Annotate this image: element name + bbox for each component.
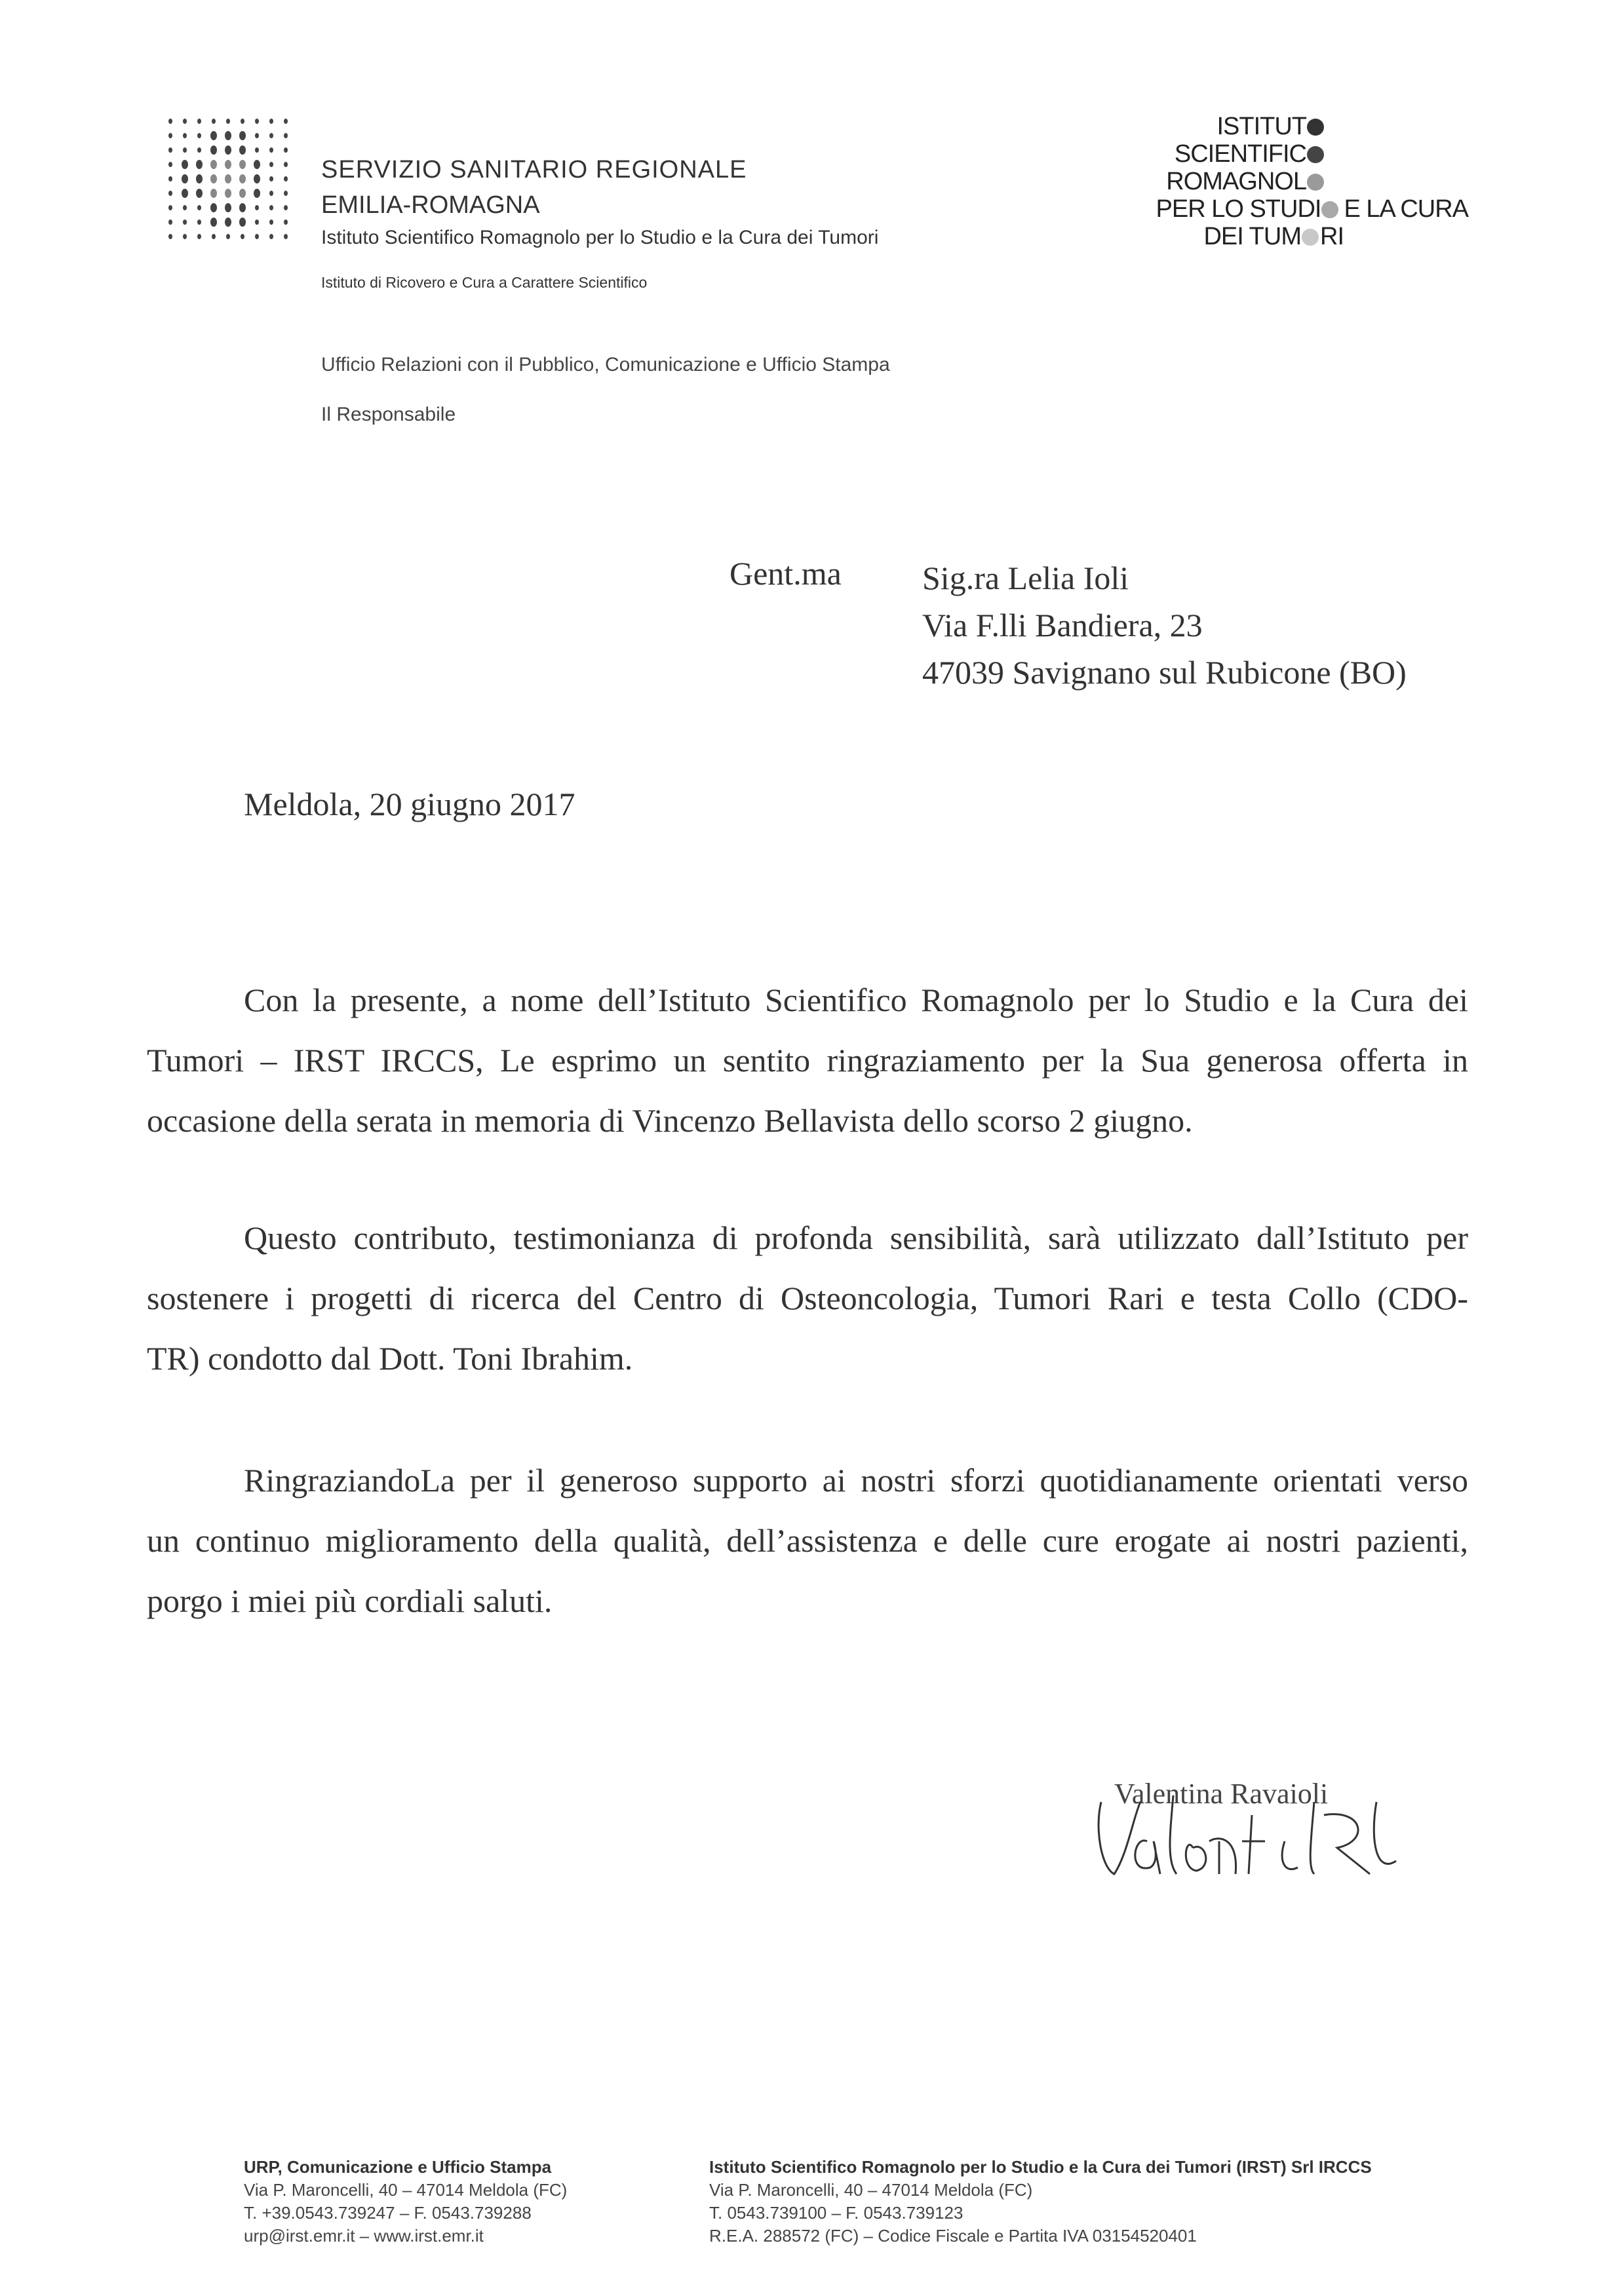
text-line: Questo contributo, testimonianza di profonda sensibilità, sarà utilizzato dall’Istituto per: [244, 1219, 1468, 1256]
logo-dot-icon: [210, 145, 217, 155]
recipient-street: Via F.lli Bandiera, 23: [922, 607, 1203, 643]
text-line: occasione della serata in memoria di Vincenzo Bellavista dello scorso 2 giugno.: [147, 1102, 1193, 1139]
footer-right-phone: T. 0543.739100 – F. 0543.739123: [709, 2203, 963, 2223]
text-line: TR) condotto dal Dott. Toni Ibrahim.: [147, 1340, 633, 1377]
logo-dot-icon: [269, 191, 273, 196]
logo-dot-icon: [239, 160, 246, 169]
logo-dot-icon: [254, 174, 260, 183]
logo-line: RI: [1320, 223, 1344, 250]
logo-dot-icon: [196, 174, 203, 183]
logo-dot-icon: [284, 176, 288, 182]
recipient-name: Sig.ra Lelia Ioli: [922, 560, 1129, 596]
logo-dot-icon: [284, 133, 288, 138]
logo-dot-icon: [168, 205, 172, 210]
logo-dot-icon: [269, 162, 273, 167]
date-line: Meldola, 20 giugno 2017: [244, 786, 575, 822]
logo-dot-icon: [168, 162, 172, 167]
logo-dot-icon: [269, 119, 273, 124]
logo-dot-icon: [182, 174, 188, 183]
logo-dot-icon: [168, 147, 172, 153]
ssr-dot-logo: [164, 115, 295, 246]
logo-dot-icon: [284, 234, 288, 239]
letterhead-office: Ufficio Relazioni con il Pubblico, Comunicazione e Ufficio Stampa: [321, 354, 890, 375]
footer-left-address: Via P. Maroncelli, 40 – 47014 Meldola (FC): [244, 2180, 568, 2200]
logo-dot-icon: [269, 133, 273, 138]
footer-right-title: Istituto Scientifico Romagnolo per lo Studio e la Cura dei Tumori (IRST) Srl IRCCS: [709, 2157, 1372, 2177]
footer-irst: [709, 2156, 1372, 2248]
logo-dot-icon: [269, 147, 273, 153]
logo-dot-icon: [210, 218, 217, 227]
logo-dot-icon: [197, 133, 201, 138]
logo-dot-icon: [225, 160, 231, 169]
logo-dot-icon: [269, 176, 273, 182]
logo-dot-icon: [269, 205, 273, 210]
logo-dot-icon: [225, 174, 231, 183]
logo-dot-icon: [212, 234, 216, 239]
logo-dot-icon: [212, 119, 216, 124]
logo-line: PER LO STUDI: [1156, 195, 1321, 223]
letterhead-institute: Istituto Scientifico Romagnolo per lo Studio e la Cura dei Tumori: [321, 227, 879, 248]
logo-dot-icon: [225, 218, 231, 227]
logo-dot-icon: [1307, 119, 1324, 136]
logo-dot-icon: [254, 189, 260, 198]
logo-line: E LA CURA: [1344, 195, 1468, 223]
paragraph-closing: [147, 1450, 1468, 1631]
logo-dot-icon: [241, 119, 244, 124]
paragraph-contribution: [147, 1208, 1468, 1388]
logo-dot-icon: [197, 220, 201, 225]
logo-dot-icon: [183, 205, 187, 210]
logo-dot-icon: [284, 119, 288, 124]
footer-left-title: URP, Comunicazione e Ufficio Stampa: [244, 2157, 552, 2177]
logo-dot-icon: [239, 131, 246, 140]
logo-line: DEI TUM: [1203, 223, 1301, 250]
logo-dot-icon: [183, 220, 187, 225]
logo-dot-icon: [284, 162, 288, 167]
logo-dot-icon: [255, 147, 259, 153]
footer-left-web: urp@irst.emr.it – www.irst.emr.it: [244, 2226, 484, 2246]
logo-dot-icon: [255, 220, 259, 225]
logo-dot-icon: [225, 131, 231, 140]
logo-dot-icon: [183, 147, 187, 153]
logo-dot-icon: [197, 119, 201, 124]
logo-dot-icon: [255, 133, 259, 138]
text-line: sostenere i progetti di ricerca del Centro di Osteoncologia, Tumori Rari e testa Collo (CDO-: [147, 1280, 1468, 1316]
logo-dot-icon: [284, 191, 288, 196]
text-line: Con la presente, a nome dell’Istituto Scientifico Romagnolo per lo Studio e la Cura dei: [244, 982, 1468, 1018]
logo-dot-icon: [225, 145, 231, 155]
logo-dot-icon: [210, 189, 217, 198]
logo-dot-icon: [182, 189, 188, 198]
logo-dot-icon: [254, 160, 260, 169]
logo-dot-icon: [197, 234, 201, 239]
logo-dot-icon: [255, 234, 259, 239]
irst-logo: [1108, 113, 1475, 250]
logo-line: SCIENTIFIC: [1174, 140, 1306, 168]
logo-dot-icon: [183, 133, 187, 138]
logo-dot-icon: [225, 189, 231, 198]
logo-dot-icon: [196, 189, 203, 198]
logo-dot-icon: [182, 160, 188, 169]
logo-dot-icon: [1307, 146, 1324, 163]
logo-dot-icon: [210, 174, 217, 183]
footer-left-phone: T. +39.0543.739247 – F. 0543.739288: [244, 2203, 532, 2223]
letterhead-role: Il Responsabile: [321, 404, 456, 425]
letterhead-title: SERVIZIO SANITARIO REGIONALE: [321, 156, 747, 183]
text-line: RingraziandoLa per il generoso supporto ai nostri sforzi quotidianamente orientati verso: [244, 1462, 1468, 1499]
footer-right-address: Via P. Maroncelli, 40 – 47014 Meldola (FC): [709, 2180, 1033, 2200]
logo-dot-icon: [269, 220, 273, 225]
logo-dot-icon: [210, 203, 217, 212]
logo-dot-icon: [210, 160, 217, 169]
logo-dot-icon: [226, 234, 230, 239]
logo-dot-icon: [284, 205, 288, 210]
logo-dot-icon: [226, 119, 230, 124]
logo-dot-icon: [284, 220, 288, 225]
signatory-name: Valentina Ravaioli: [1114, 1778, 1329, 1810]
footer-right-tax: R.E.A. 288572 (FC) – Codice Fiscale e Partita IVA 03154520401: [709, 2226, 1197, 2246]
logo-dot-icon: [168, 176, 172, 182]
text-line: un continuo miglioramento della qualità, dell’assistenza e delle cure erogate ai nostri pazienti,: [147, 1522, 1468, 1559]
logo-dot-icon: [1307, 174, 1324, 191]
logo-dot-icon: [197, 147, 201, 153]
recipient-address: [922, 554, 1407, 696]
logo-dot-icon: [197, 205, 201, 210]
footer-urp: [244, 2156, 567, 2248]
logo-dot-icon: [196, 160, 203, 169]
logo-dot-icon: [210, 131, 217, 140]
logo-dot-icon: [241, 234, 244, 239]
logo-dot-icon: [239, 189, 246, 198]
text-line: Tumori – IRST IRCCS, Le esprimo un sentito ringraziamento per la Sua generosa offerta in: [147, 1042, 1468, 1079]
salutation: Gent.ma: [730, 555, 842, 592]
logo-dot-icon: [168, 234, 172, 239]
logo-dot-icon: [225, 203, 231, 212]
logo-dot-icon: [269, 234, 273, 239]
logo-dot-icon: [255, 119, 259, 124]
logo-dot-icon: [183, 234, 187, 239]
logo-dot-icon: [239, 174, 246, 183]
letterhead-irccs: Istituto di Ricovero e Cura a Carattere Scientifico: [321, 274, 648, 291]
logo-line: ROMAGNOL: [1166, 168, 1306, 195]
text-line: porgo i miei più cordiali saluti.: [147, 1582, 553, 1619]
logo-dot-icon: [239, 203, 246, 212]
recipient-city: 47039 Savignano sul Rubicone (BO): [922, 654, 1407, 691]
logo-dot-icon: [239, 218, 246, 227]
logo-dot-icon: [284, 147, 288, 153]
logo-dot-icon: [239, 145, 246, 155]
letterhead-region: EMILIA-ROMAGNA: [321, 191, 540, 219]
logo-dot-icon: [1302, 229, 1319, 246]
logo-dot-icon: [183, 119, 187, 124]
logo-line: ISTITUT: [1216, 113, 1306, 140]
logo-dot-icon: [1321, 201, 1338, 218]
logo-dot-icon: [168, 220, 172, 225]
logo-dot-icon: [168, 133, 172, 138]
logo-dot-icon: [168, 191, 172, 196]
logo-dot-icon: [255, 205, 259, 210]
paragraph-thanks: [147, 970, 1468, 1151]
logo-dot-icon: [168, 119, 172, 124]
